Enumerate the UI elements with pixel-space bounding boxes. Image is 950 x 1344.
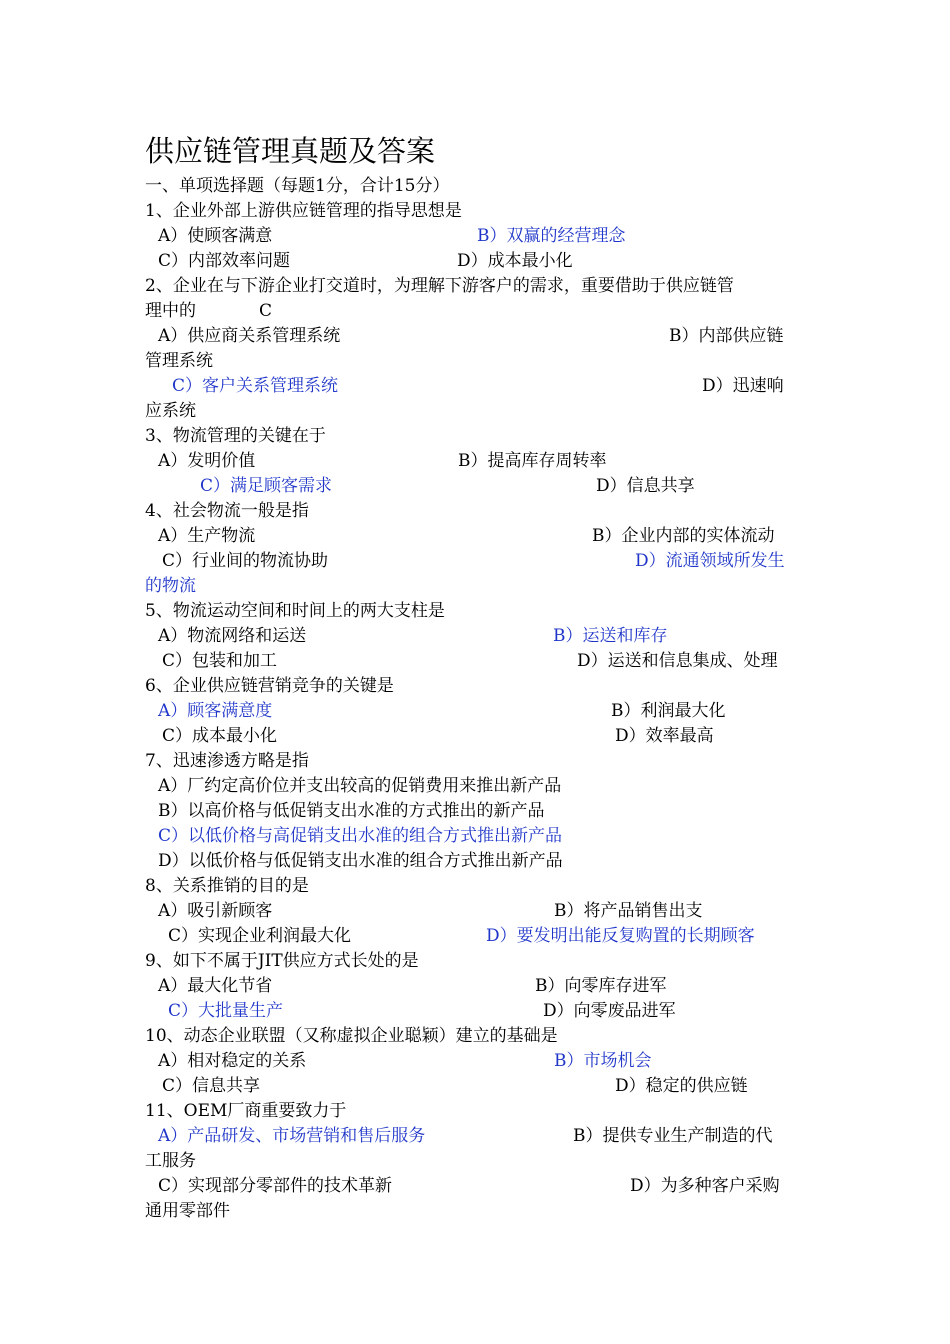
question-4-stem: 4、社会物流一般是指 <box>145 501 309 521</box>
option-c-answer: C）以低价格与高促销支出水准的组合方式推出新产品 <box>158 826 563 846</box>
question-4-options-cd <box>145 549 805 574</box>
option-d-answer: D）要发明出能反复购置的长期顾客 <box>486 926 755 946</box>
question-9-options-cd <box>145 999 805 1024</box>
option-a: A）供应商关系管理系统 <box>158 326 341 346</box>
option-d: D）迅速响 <box>702 376 784 396</box>
option-a: A）最大化节省 <box>158 976 273 996</box>
option-b-answer: B）双赢的经营理念 <box>477 226 626 246</box>
option-c-answer: C）大批量生产 <box>168 1001 284 1021</box>
question-8-stem: 8、关系推销的目的是 <box>145 876 309 896</box>
question-3-stem: 3、物流管理的关键在于 <box>145 426 326 446</box>
option-b: B）企业内部的实体流动 <box>592 526 775 546</box>
question-5-options-cd <box>145 649 805 674</box>
option-c: C）实现部分零部件的技术革新 <box>158 1176 393 1196</box>
question-5-options-ab <box>145 624 805 649</box>
option-a-answer: A）顾客满意度 <box>158 701 273 721</box>
question-7-stem: 7、迅速渗透方略是指 <box>145 751 309 771</box>
question-3-options-ab <box>145 449 805 474</box>
option-a-answer: A）产品研发、市场营销和售后服务 <box>158 1126 426 1146</box>
option-c: C）内部效率问题 <box>158 251 291 271</box>
option-d-wrap: 应系统 <box>145 401 196 421</box>
question-9-options-ab <box>145 974 805 999</box>
question-11-options-ab <box>145 1124 805 1149</box>
option-a: A）厂约定高价位并支出较高的促销费用来推出新产品 <box>158 776 562 796</box>
question-8-options-ab <box>145 899 805 924</box>
option-b: B）将产品销售出支 <box>554 901 703 921</box>
option-d-answer: D）流通领域所发生 <box>635 551 785 571</box>
option-d: D）稳定的供应链 <box>615 1076 748 1096</box>
question-3-options-cd <box>145 474 805 499</box>
option-c: C）实现企业利润最大化 <box>168 926 352 946</box>
option-c: C）成本最小化 <box>162 726 278 746</box>
question-list <box>145 174 805 1224</box>
question-10-options-ab <box>145 1049 805 1074</box>
option-a: A）相对稳定的关系 <box>158 1051 307 1071</box>
question-8-options-cd <box>145 924 805 949</box>
option-a: A）发明价值 <box>158 451 256 471</box>
question-2-stem-cont: 理中的 C <box>145 299 805 324</box>
page-title: 供应链管理真题及答案 <box>145 134 436 168</box>
option-d: D）为多种客户采购 <box>630 1176 780 1196</box>
option-b-wrap: 工服务 <box>145 1151 196 1171</box>
question-11-options-cd <box>145 1174 805 1199</box>
option-b: B）利润最大化 <box>611 701 726 721</box>
option-b-answer: B）市场机会 <box>554 1051 652 1071</box>
question-1-stem: 1、企业外部上游供应链管理的指导思想是 <box>145 201 462 221</box>
option-b-answer: B）运送和库存 <box>553 626 668 646</box>
option-d-wrap-answer: 的物流 <box>145 576 196 596</box>
option-a: A）生产物流 <box>158 526 256 546</box>
option-a: A）使顾客满意 <box>158 226 273 246</box>
option-b: B）提供专业生产制造的代 <box>573 1126 773 1146</box>
question-11-stem: 11、OEM厂商重要致力于 <box>145 1101 347 1121</box>
question-1-options-ab <box>145 224 805 249</box>
option-c-answer: C）客户关系管理系统 <box>172 376 339 396</box>
option-b-wrap: 管理系统 <box>145 351 213 371</box>
option-c: C）行业间的物流协助 <box>162 551 329 571</box>
option-d: D）效率最高 <box>615 726 714 746</box>
option-a: A）物流网络和运送 <box>158 626 307 646</box>
option-d: D）运送和信息集成、处理 <box>577 651 778 671</box>
option-d: D）信息共享 <box>596 476 695 496</box>
option-b: B）以高价格与低促销支出水准的方式推出的新产品 <box>158 801 545 821</box>
option-d: D）向零废品进军 <box>543 1001 676 1021</box>
option-c: C）信息共享 <box>162 1076 261 1096</box>
section-heading: 一、单项选择题（每题1分，合计15分） <box>145 176 450 196</box>
option-b: B）内部供应链 <box>669 326 784 346</box>
option-d-wrap: 通用零部件 <box>145 1201 230 1221</box>
question-9-stem: 9、如下不属于JIT供应方式长处的是 <box>145 951 419 971</box>
option-c-answer: C）满足顾客需求 <box>200 476 333 496</box>
option-b: B）向零库存进军 <box>535 976 667 996</box>
question-2-options-ab <box>145 324 805 349</box>
question-10-options-cd <box>145 1074 805 1099</box>
option-d: D）以低价格与低促销支出水准的组合方式推出新产品 <box>158 851 563 871</box>
option-c: C）包装和加工 <box>162 651 278 671</box>
question-6-options-ab <box>145 699 805 724</box>
stem-answer-mark: C <box>259 301 273 321</box>
option-d: D）成本最小化 <box>457 251 573 271</box>
question-2-stem: 2、企业在与下游企业打交道时，为理解下游客户的需求，重要借助于供应链管 <box>145 276 734 296</box>
question-5-stem: 5、物流运动空间和时间上的两大支柱是 <box>145 601 445 621</box>
question-10-stem: 10、动态企业联盟（又称虚拟企业聪颖）建立的基础是 <box>145 1026 558 1046</box>
question-2-options-cd <box>145 374 805 399</box>
question-6-stem: 6、企业供应链营销竞争的关键是 <box>145 676 394 696</box>
question-6-options-cd <box>145 724 805 749</box>
option-b: B）提高库存周转率 <box>458 451 607 471</box>
option-a: A）吸引新顾客 <box>158 901 273 921</box>
question-4-options-ab <box>145 524 805 549</box>
question-1-options-cd <box>145 249 805 274</box>
